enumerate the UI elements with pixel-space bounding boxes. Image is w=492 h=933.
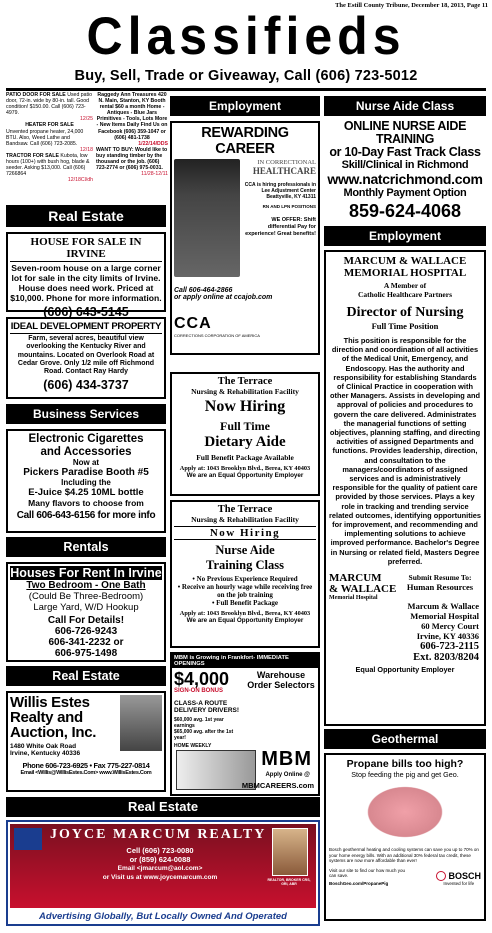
ad-body: This position is responsible for the direction and coordination of all activities of the Medical Unit, Emergency, and Endoscopy. Has the authority and responsibility for establishing Standards of Clinical Practice in cooperation with other Managers. Assists in developing and approval of policies and procedures to govern the care delivered. Administrates the managerial functions of setting objectives, planning staffing, and directing activities of assigned Departments and functions. Provides leadership, direction, and consultation to the managers/coordinators of assigned services and is administratively responsible for the quality of patient care provided by those services. Plays a key role in tracking and trending service related outcomes, identifying opportunities for improvement, and recommending and implementing solutions to achieve improved performance. Bachelor's Degree in Nursing or related field, Masters Degree preferred. — [329, 336, 481, 566]
ad-body: Seven-room house on a large corner lot for sale in the city limits of Irvine. House does need work. Priced at $10,000. Phone for more information. — [10, 263, 162, 303]
bonus-amount: $4,000 — [174, 669, 230, 689]
ad-line: Visit our site to find our how much you can save. — [329, 867, 405, 878]
list-item: TRACTOR FOR SALE Kubota, low hours (100+) with bush hog, blade & seeder. Asking $13,000. Call (606) 7266864 12/18Cl/dh — [6, 152, 93, 184]
ad-bullet: • Receive an hourly wage while receiving free on the job training — [177, 583, 313, 599]
ad-phone: 606-723-2115 — [420, 641, 479, 653]
ad-line: or 10-Day Fast Track Class — [329, 145, 481, 159]
ad-line: Skill/Clinical in Richmond — [341, 159, 469, 171]
bosch-logo-icon — [436, 871, 446, 881]
ad-address: Apply at: 1043 Brooklyn Blvd., Berea, KY 40403 — [179, 465, 311, 472]
address-line: 1480 White Oak Road — [10, 743, 77, 750]
ad-subtitle: Nursing & Rehabilitation Facility — [191, 515, 299, 524]
ad-bullet: • Full Benefit Package — [211, 599, 279, 607]
list-item: PATIO DOOR FOR SALE Used patio door, 72-in. wide by 80-in. tall. Good condition! $150.00. Call (606) 723-4979. 12/25 — [6, 92, 93, 123]
ad-line: Memorial Hospital — [410, 611, 479, 622]
cca-logo-sub: CORRECTIONS CORPORATION OF AMERICA — [174, 333, 260, 338]
ad-phone: Call 606-464-2866 — [174, 287, 233, 294]
ad-title: ONLINE NURSE AIDE TRAINING — [343, 119, 467, 146]
ad-eoe: We are an Equal Opportunity Employer — [186, 617, 304, 624]
ad-line: Two Bedroom - One Bath — [26, 580, 146, 591]
ad-web: MBMCAREERS.com — [241, 781, 314, 790]
section-bar-rentals: Rentals — [6, 537, 166, 557]
cca-logo: CCA — [174, 315, 212, 332]
ad-line: (Could Be Three-Bedroom) — [28, 591, 144, 602]
ad-subheadline: Full Time Position — [371, 321, 439, 331]
section-bar-real-estate-footer: Real Estate — [6, 797, 320, 817]
list-item: WANT TO BUY: Would like to buy standing timber by the thousand or the job. (606) 723-2774 or (606) 975-0031. 11/28-12/11 — [96, 146, 168, 178]
ad-line: Submit Resume To: — [408, 573, 472, 583]
mw-logo-2: & WALLACE — [329, 583, 397, 596]
piggy-bank-image — [362, 783, 448, 841]
ideal-development-ad — [6, 317, 166, 399]
ad-line: Many flavors to choose from — [28, 498, 144, 508]
list-item: HEATER FOR SALE — [25, 122, 74, 129]
ad-subtitle-2: HEALTHCARE — [252, 166, 316, 176]
ad-line: A Member of — [383, 281, 427, 290]
ad-title: REWARDING CAREER — [201, 125, 289, 157]
ad-phone: Phone 606-723-6925 • Fax 775-227-0814 — [22, 761, 150, 770]
ad-phone: (606) 643-5145 — [43, 305, 129, 319]
ad-line: Irvine, KY 40336 — [416, 631, 479, 642]
bosch-logo: BOSCH — [448, 870, 481, 881]
ad-headline: Now Hiring — [174, 526, 316, 540]
ad-line: 60 Mercy Court — [421, 621, 479, 632]
houses-for-rent-ad — [6, 562, 166, 662]
ad-line: Marcum & Wallace — [407, 601, 479, 612]
ad-title-2: and Accessories — [40, 445, 132, 458]
ad-title: IDEAL DEVELOPMENT PROPERTY — [10, 321, 162, 332]
ad-body: CCA is hiring professionals in Lee Adjustment Center Beattyville, KY 41311 — [244, 182, 316, 200]
ad-web: Email <Willis@WillisEstes.Com> www.WillisEstes.Com — [20, 770, 152, 776]
section-bar-real-estate-2: Real Estate — [6, 666, 166, 686]
ad-title: The Terrace — [217, 504, 273, 515]
ad-phone: 859-624-4068 — [348, 201, 462, 221]
ad-line: $65,000 avg. after the 1st year! — [174, 729, 234, 741]
ad-line: Including the — [61, 478, 111, 487]
agent-title: REALTOR, BROKER CRS, GRI, ABR — [267, 878, 311, 886]
ad-phone: Call 606-643-6156 for more info — [16, 510, 156, 521]
ad-tagline: Advertising Globally, But Locally Owned And Operated — [39, 911, 287, 922]
ad-title: Houses For Rent In Irvine — [10, 566, 162, 580]
ad-phone: (606) 434-3737 — [43, 378, 129, 393]
mw-logo: MARCUM — [329, 572, 382, 585]
ad-phone: 606-726-9243 — [54, 626, 118, 637]
ad-line: Pickers Paradise Booth #5 — [23, 467, 149, 478]
ad-web: www.natcrichmond.com — [327, 171, 483, 187]
terrace-nurse-aide-ad — [170, 500, 320, 648]
bonus-label: SIGN-ON BONUS — [174, 688, 224, 694]
section-bar-geothermal: Geothermal — [324, 729, 486, 749]
page-title: Classifieds — [86, 6, 406, 66]
ad-subtitle: Nursing & Rehabilitation Facility — [191, 387, 299, 396]
ad-line: Dietary Aide — [204, 434, 286, 450]
ad-subtitle: Stop feeding the pig and get Geo. — [351, 770, 459, 779]
nurse-photo — [174, 159, 240, 277]
ad-title: Electronic Cigarettes — [28, 433, 144, 445]
ad-line: CLASS-A ROUTE DELIVERY DRIVERS! — [174, 700, 240, 714]
ad-line: E-Juice $4.25 10ML bottle — [28, 487, 144, 498]
ad-line: Full Benefit Package Available — [196, 453, 294, 462]
mbm-logo: MBM — [261, 748, 312, 770]
ad-title: MARCUM & WALLACE — [343, 255, 467, 267]
ad-line: Catholic Healthcare Partners — [357, 290, 452, 299]
house-for-sale-ad — [6, 232, 166, 319]
ad-phone: 606-975-1498 — [54, 648, 118, 659]
cca-ad — [170, 121, 320, 355]
ad-line: Apply Online @ — [265, 772, 310, 778]
classified-list-right — [96, 92, 168, 177]
ad-body: Farm, several acres, beautiful view overlooking the Kentucky River and mountains. Located on Overlook Road at Cedar Grove. Only 1/2 mile off Richmond Road. Contact Ray Hardy — [17, 335, 155, 376]
auctioneer-photo — [120, 695, 162, 751]
ad-line: Monthly Payment Option — [343, 187, 467, 199]
ad-body-3: WE OFFER: Shift differential Pay for experience! Great benefits! — [245, 217, 316, 237]
ad-phone: 606-341-2232 or — [48, 637, 124, 648]
ad-title: Propane bills too high? — [346, 758, 464, 770]
ad-body: Bosch geothermal heating and cooling systems can save you up to 70% on your home energy bills. With an additional 30% federal tax credit, these systems are now more affordable than ever! — [329, 847, 479, 864]
bosch-tagline: Invented for life — [443, 880, 475, 886]
ad-body-2: RN AND LPN POSITIONS — [262, 204, 316, 209]
e-cigarette-ad — [6, 429, 166, 533]
page-header-line: The Estill County Tribune, December 18, 2013, Page 11 — [335, 2, 488, 9]
bosch-ad — [324, 753, 486, 921]
section-bar-business-services: Business Services — [6, 404, 166, 424]
realty-name: JOYCE MARCUM REALTY — [50, 827, 267, 842]
ad-phone: Cell (606) 723-0080 — [126, 846, 194, 855]
ad-email: Email <jmarcum@aol.com> — [117, 865, 203, 872]
ad-line: Full Time — [220, 419, 270, 433]
ad-banner: MBM is Growing in Frankfort- IMMEDIATE OPENINGS — [172, 654, 318, 668]
ad-line: Warehouse — [256, 670, 306, 680]
section-bar-employment: Employment — [170, 96, 320, 116]
section-bar-employment-2: Employment — [324, 226, 486, 246]
agent-photo — [272, 828, 308, 876]
nurse-training-ad — [324, 120, 486, 220]
section-bar-nurse-aide-class: Nurse Aide Class — [324, 96, 486, 116]
classified-list-left — [6, 92, 93, 183]
ad-line: Training Class — [206, 558, 284, 572]
terrace-dietary-ad — [170, 372, 320, 496]
ad-line: $60,000 avg. 1st year earnings — [174, 717, 224, 729]
ad-line: Human Resources — [406, 582, 474, 593]
ad-web: or Visit us at www.joycemarcum.com — [102, 874, 218, 881]
marcum-wallace-ad — [324, 250, 486, 726]
company-name-3: Auction, Inc. — [10, 724, 97, 741]
house-logo-icon — [14, 828, 42, 850]
joyce-marcum-ad — [6, 820, 320, 926]
ad-headline: Now Hiring — [204, 398, 286, 415]
ad-line: Large Yard, W/D Hookup — [33, 602, 139, 613]
willis-estes-ad — [6, 691, 166, 792]
ad-title: HOUSE FOR SALE IN IRVINE — [10, 236, 162, 262]
ad-line: Nurse Aide — [215, 543, 275, 557]
ad-headline: Director of Nursing — [346, 305, 464, 320]
ad-address: Apply at: 1043 Brooklyn Blvd., Berea, KY 40403 — [179, 610, 311, 617]
mbm-ad — [170, 652, 320, 796]
ad-eoe: Equal Opportunity Employer — [355, 665, 455, 675]
header-rule — [6, 88, 486, 91]
ad-web: BoschGeo.com/PropanePig — [329, 880, 389, 886]
page-subtitle: Buy, Sell, Trade or Giveaway, Call (606) 723-5012 — [74, 68, 418, 84]
list-item: Unvented propane heater, 24,000 BTU. Also, Weed Lathe and Bandsaw. Call (606) 723-2085. 12/18 — [6, 128, 93, 153]
ad-title: The Terrace — [217, 376, 273, 387]
ad-web: or apply online at ccajob.com — [174, 294, 273, 301]
list-item: Raggedy Ann Treasures 420 N. Main, Stanton, KY Booth rental $60 a month Home - Antiques - Blue Jars Primitives - Tools, Lots More - New Items Daily Find Us on Facebook (606) 359-1047 or (606) 481-1738 1/22/14/DDS — [96, 92, 168, 147]
ad-title-2: MEMORIAL HOSPITAL — [343, 267, 467, 279]
ad-line: HOME WEEKLY — [174, 743, 212, 749]
ad-line: Call For Details! — [47, 615, 125, 626]
company-name: Willis Estes — [10, 694, 90, 711]
ad-eoe: We are an Equal Opportunity Employer — [186, 472, 304, 479]
ad-subtitle: IN CORRECTIONAL — [257, 159, 316, 166]
ad-line: Order Selectors — [247, 680, 315, 690]
company-name-2: Realty and — [10, 709, 83, 726]
section-bar-real-estate: Real Estate — [6, 205, 166, 227]
ad-phone-ext: Ext. 8203/8204 — [413, 652, 479, 664]
ad-bullet: • No Previous Experience Required — [192, 575, 298, 583]
ad-phone-2: or (859) 624-0088 — [129, 855, 191, 864]
address-line-2: Irvine, Kentucky 40336 — [10, 750, 81, 757]
mw-logo-3: Memorial Hospital — [329, 595, 378, 602]
ad-line: Now at — [72, 458, 100, 467]
